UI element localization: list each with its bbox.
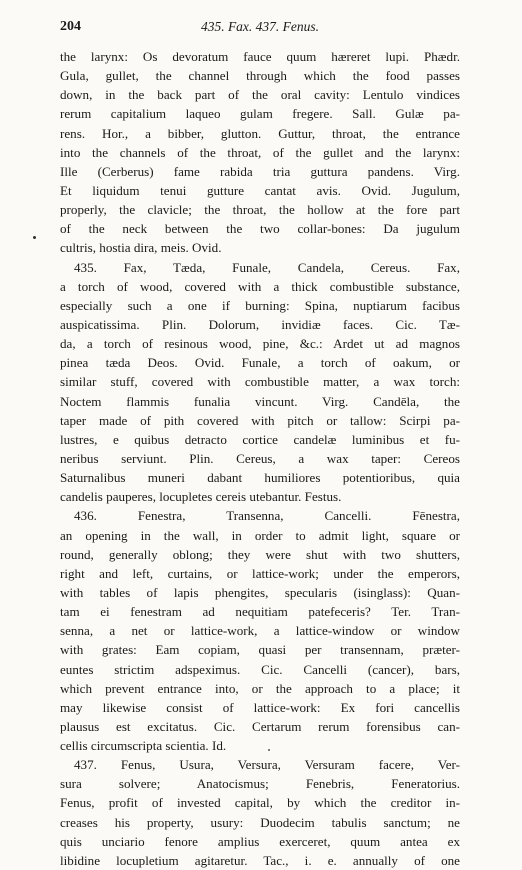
text-line: with tables of lapis phengites, specularis (isinglass): Quan- xyxy=(60,584,460,600)
section-heading-437: 437. Fenus, Usura, Versura, Versuram facere, Ver- xyxy=(74,757,460,773)
text-line: right and left, curtains, or lattice-work; under the emperors, xyxy=(60,565,460,581)
text-line: quis unciario fenore amplius exerceret, quum antea ex xyxy=(60,833,460,849)
margin-mark xyxy=(33,236,36,239)
text-line: rens. Hor., a bibber, glutton. Guttur, throat, the entrance xyxy=(60,125,460,141)
text-line: Saturnalibus muneri dabant humiliores potentioribus, quia xyxy=(60,470,460,486)
running-title: 435. Fax. 437. Fenus. xyxy=(200,19,320,34)
text-line: down, in the back part of the oral cavity: Lentulo vindices xyxy=(60,87,460,103)
text-line: Gula, gullet, the channel through which the food passes xyxy=(60,68,460,84)
text-line: properly, the clavicle; the throat, the hollow at the fore part xyxy=(60,202,460,218)
text-line: especially such a one if burning: Spina, nuptiarum facibus xyxy=(60,297,460,313)
text-line: round, generally oblong; they were shut with two shutters, xyxy=(60,546,460,562)
text-line: Noctem flammis funalia vincunt. Virg. Candēla, the xyxy=(60,393,460,409)
text-line: candelis pauperes, locupletes cereis utebantur. Festus. xyxy=(60,489,342,505)
print-speck xyxy=(268,749,270,751)
text-line: Fenus, profit of invested capital, by which the creditor in- xyxy=(60,795,460,811)
text-line: of the neck between the two collar-bones: Da jugulum xyxy=(60,221,460,237)
text-line: the larynx: Os devoratum fauce quum hæreret lupi. Phædr. xyxy=(60,49,460,64)
text-line: lustres, e quibus detracto cortice candelæ luminibus et fu- xyxy=(60,431,460,447)
text-line: pinea tæda Deos. Ovid. Funale, a torch of oakum, or xyxy=(60,355,460,371)
text-line: tam ei fenestram ad nequitiam patefeceris? Ter. Tran- xyxy=(60,604,460,620)
text-line: into the channels of the throat, of the gullet and the larynx: xyxy=(60,144,460,160)
text-line: creases his property, usury: Duodecim tabulis sanctum; ne xyxy=(60,814,460,830)
text-line: an opening in the wall, in order to admit light, square or xyxy=(60,527,460,543)
text-line: cultris, hostia dira, meis. Ovid. xyxy=(60,240,222,256)
page-number: 204 xyxy=(60,19,81,34)
text-line: may likewise consist of lattice-work: Ex fori cancellis xyxy=(60,699,460,715)
section-heading-436: 436. Fenestra, Transenna, Cancelli. Fēnestra, xyxy=(74,508,460,524)
section-heading-435: 435. Fax, Tæda, Funale, Candela, Cereus. Fax, xyxy=(74,259,460,275)
text-line: euntes strictim adspeximus. Cic. Cancelli (cancer), bars, xyxy=(60,661,460,677)
text-line: which prevent entrance into, or the approach to a place; it xyxy=(60,680,460,696)
text-line: senna, a net or lattice-work, a lattice-window or window xyxy=(60,623,460,639)
text-line: rerum capitalium laqueo gulam fregere. Sall. Gulæ pa- xyxy=(60,106,460,122)
text-line: cellis circumscripta scientia. Id. xyxy=(60,738,227,754)
text-line: Ille (Cerberus) fame rabida tria guttura pandens. Virg. xyxy=(60,163,460,179)
body-text xyxy=(60,47,460,870)
running-head xyxy=(60,19,460,37)
text-line: taper made of pith covered with pitch or tallow: Scirpi pa- xyxy=(60,412,460,428)
text-line: da, a torch of resinous wood, pine, &c.: Ardet ut ad magnos xyxy=(60,336,460,352)
text-line: auspicatissima. Plin. Dolorum, invidiæ faces. Cic. Tæ- xyxy=(60,316,460,332)
text-line: Et liquidum tenui gutture cantat avis. Ovid. Jugulum, xyxy=(60,182,460,198)
text-line: plausus est excitatus. Cic. Certarum rerum forensibus can- xyxy=(60,718,460,734)
text-line: libidine locupletium agitaretur. Tac., i. e. annually of one xyxy=(60,852,460,868)
text-line: similar stuff, covered with combustible matter, a wax torch: xyxy=(60,374,460,390)
text-line: sura solvere; Anatocismus; Fenebris, Feneratorius. xyxy=(60,776,460,792)
text-line: with grates: Eam copiam, quasi per transennam, præter- xyxy=(60,642,460,658)
text-line: a torch of wood, covered with a thick combustible substance, xyxy=(60,278,460,294)
text-line: neribus serviunt. Plin. Cereus, a wax taper: Cereos xyxy=(60,450,460,466)
